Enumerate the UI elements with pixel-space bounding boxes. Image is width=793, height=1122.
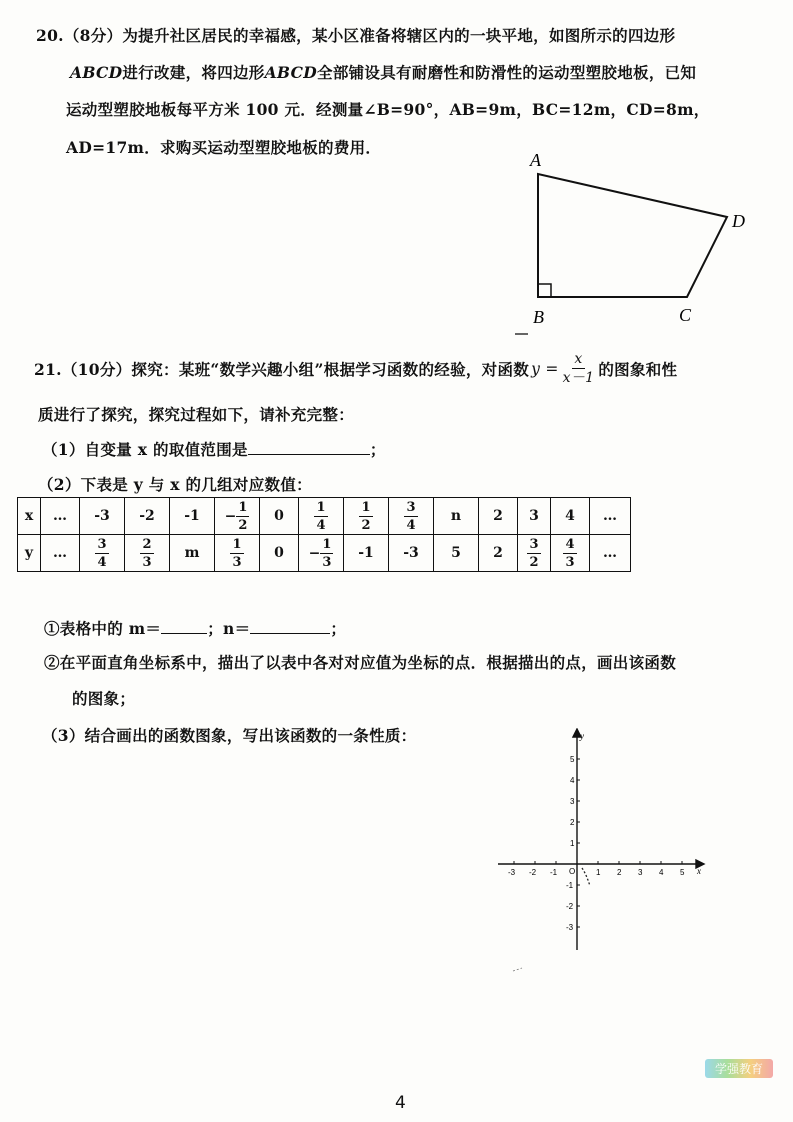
- x-cell: 4: [551, 498, 590, 535]
- q20-line-2-end: 全部铺设具有耐磨性和防滑性的运动型塑胶地板，已知: [317, 63, 697, 82]
- q21-part-3: （3）结合画出的函数图象，写出该函数的一条性质：: [42, 726, 417, 745]
- table-row-x: [18, 498, 631, 535]
- y-cell: $\frac{3}{4}$: [80, 535, 125, 572]
- q21-intro: [34, 352, 677, 385]
- q20-line-2: [70, 61, 696, 83]
- function-fraction: [563, 352, 595, 385]
- y-tick-label: -1: [566, 881, 574, 890]
- sub1-m-text: ①表格中的 m＝: [44, 619, 162, 638]
- part1-text: （1）自变量 x 的取值范围是: [42, 440, 248, 459]
- x-tick-label: 3: [638, 868, 643, 877]
- y-tick-label: 2: [570, 818, 575, 827]
- y-cell: $\frac{4}{3}$: [551, 535, 590, 572]
- x-tick-label: 5: [680, 868, 685, 877]
- x-tick-label: -1: [550, 868, 558, 877]
- y-tick-label: 3: [570, 797, 575, 806]
- y-header: y: [18, 535, 41, 572]
- y-cell: 5: [434, 535, 479, 572]
- q20-line-1: 20.（8分）为提升社区居民的幸福感，某小区准备将辖区内的一块平地，如图所示的四边形: [36, 26, 676, 45]
- x-cell: 2: [479, 498, 518, 535]
- x-cell: -3: [80, 498, 125, 535]
- fn-y: y =: [531, 359, 559, 378]
- part1-end: ；: [369, 440, 386, 459]
- x-cell: -2: [125, 498, 170, 535]
- x-cell: $\frac{3}{4}$: [389, 498, 434, 535]
- sub1-n-text: ；n＝: [207, 619, 251, 638]
- table-row-y: [18, 535, 631, 572]
- n-blank[interactable]: [250, 619, 330, 634]
- x-tick-label: 4: [659, 868, 664, 877]
- q20-quad-name: ABCD: [70, 63, 123, 82]
- fn-denominator: x－1: [562, 370, 595, 386]
- q20-line-2-mid: 进行改建，将四边形: [122, 63, 265, 82]
- x-tick-label: 1: [596, 868, 601, 877]
- scan-dash: [513, 968, 522, 971]
- x-tick-label: 2: [617, 868, 622, 877]
- y-cell: $\frac{1}{3}$: [215, 535, 260, 572]
- y-tick-label: 5: [570, 755, 575, 764]
- y-tick-label: 4: [570, 776, 575, 785]
- q21-intro-line-2: 质进行了探究，探究过程如下，请补充完整：: [38, 405, 355, 424]
- m-blank[interactable]: [161, 619, 207, 634]
- y-tick-label: 1: [570, 839, 575, 848]
- watermark-logo: 学强教育: [705, 1059, 773, 1078]
- x-header: x: [18, 498, 41, 535]
- label-b: B: [533, 307, 544, 327]
- x-cell: $\frac{1}{4}$: [299, 498, 344, 535]
- curve-sketch: [582, 868, 590, 886]
- y-ellipsis-left: …: [41, 535, 80, 572]
- y-tick-label: -3: [566, 923, 574, 932]
- y-cell: 2: [479, 535, 518, 572]
- y-ellipsis-right: …: [590, 535, 631, 572]
- values-table: [17, 497, 631, 572]
- sub1-end: ；: [330, 619, 347, 638]
- x-cell: 0: [260, 498, 299, 535]
- range-blank[interactable]: [248, 440, 370, 455]
- q21-intro-b: 的图象和性: [598, 359, 678, 379]
- q21-intro-a: 21.（10分）探究：某班“数学兴趣小组”根据学习函数的经验，对函数: [34, 359, 530, 379]
- x-tick-label: -3: [508, 868, 516, 877]
- y-cell: -1: [344, 535, 389, 572]
- x-ellipsis-left: …: [41, 498, 80, 535]
- q21-sub-2-line-1: ②在平面直角坐标系中，描出了以表中各对对应值为坐标的点．根据描出的点，画出该函数: [44, 653, 677, 672]
- coordinate-plane: [490, 728, 715, 978]
- label-d: D: [732, 211, 745, 231]
- label-c: C: [679, 305, 692, 325]
- x-cell-n: n: [434, 498, 479, 535]
- fn-numerator: x: [574, 351, 583, 367]
- y-ticks: [566, 755, 580, 932]
- y-cell: − $\frac{1}{3}$: [299, 535, 344, 572]
- q21-part-2: （2）下表是 y 与 x 的几组对应数值：: [38, 475, 312, 494]
- x-cell: − $\frac{1}{2}$: [215, 498, 260, 535]
- right-angle-mark: [538, 284, 551, 297]
- y-axis-label: y: [580, 731, 584, 741]
- x-cell: $\frac{1}{2}$: [344, 498, 389, 535]
- quadrilateral-abcd: [538, 174, 727, 297]
- label-a: A: [530, 150, 541, 170]
- y-cell: $\frac{2}{3}$: [125, 535, 170, 572]
- x-tick-label: -2: [529, 868, 537, 877]
- y-tick-label: -2: [566, 902, 574, 911]
- x-cell: -1: [170, 498, 215, 535]
- x-axis-label: x: [697, 866, 701, 876]
- q21-sub-1: [44, 617, 346, 639]
- q20-line-3: 运动型塑胶地板每平方米 100 元．经测量∠B=90°，AB=9m，BC=12m，CD=8m，: [66, 100, 710, 119]
- y-cell: 0: [260, 535, 299, 572]
- y-cell: $\frac{3}{2}$: [518, 535, 551, 572]
- x-ellipsis-right: …: [590, 498, 631, 535]
- y-cell: -3: [389, 535, 434, 572]
- q20-line-4: AD=17m．求购买运动型塑胶地板的费用．: [66, 138, 382, 157]
- y-cell-m: m: [170, 535, 215, 572]
- q20-quad-name-2: ABCD: [264, 63, 318, 82]
- quadrilateral-figure: [500, 145, 770, 350]
- q21-part-1: [42, 438, 386, 460]
- origin-label: O: [569, 867, 576, 876]
- x-cell: 3: [518, 498, 551, 535]
- q21-sub-2-line-2: 的图象；: [72, 689, 136, 708]
- page-number: 4: [395, 1093, 406, 1113]
